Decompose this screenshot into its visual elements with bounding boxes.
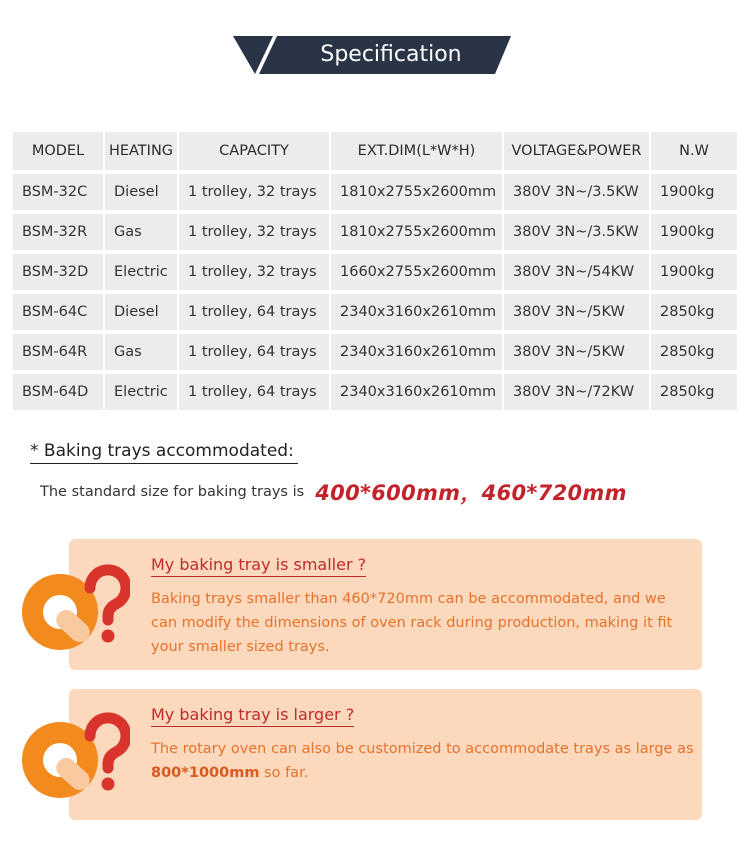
cell-heating: Electric [103, 374, 177, 410]
cell-voltage-power: 380V 3N~/3.5KW [502, 214, 649, 250]
column-header: VOLTAGE&POWER [502, 132, 649, 170]
cell-model: BSM-32C [13, 174, 103, 210]
cell-weight: 1900kg [649, 254, 737, 290]
cell-capacity: 1 trolley, 32 trays [177, 254, 329, 290]
cell-voltage-power: 380V 3N~/54KW [502, 254, 649, 290]
card-body [151, 737, 696, 785]
card-body: Baking trays smaller than 460*720mm can be accommodated, and we can modify the dimensions of oven rack during production, making it fit your smaller sized trays. [151, 591, 673, 655]
table-row [13, 374, 737, 410]
column-header: MODEL [13, 132, 103, 170]
max-tray-size: 800*1000mm [151, 765, 260, 781]
cell-dimensions: 2340x3160x2610mm [329, 294, 502, 330]
column-header: CAPACITY [177, 132, 329, 170]
trays-heading: * Baking trays accommodated: [30, 440, 298, 464]
page-title: Specification [320, 42, 462, 67]
cell-weight: 1900kg [649, 214, 737, 250]
section-banner [233, 36, 511, 74]
cell-weight: 1900kg [649, 174, 737, 210]
cell-capacity: 1 trolley, 32 trays [177, 214, 329, 250]
cell-dimensions: 2340x3160x2610mm [329, 374, 502, 410]
smaller-tray-card [69, 539, 702, 670]
table-header-row [13, 132, 737, 170]
table-row [13, 254, 737, 290]
larger-tray-card [69, 689, 702, 820]
card-body-text: so far. [259, 765, 309, 781]
cell-model: BSM-32D [13, 254, 103, 290]
question-icon [18, 560, 130, 660]
cell-dimensions: 1810x2755x2600mm [329, 174, 502, 210]
table-row [13, 294, 737, 330]
cell-heating: Diesel [103, 294, 177, 330]
spec-table [13, 128, 737, 414]
cell-capacity: 1 trolley, 64 trays [177, 294, 329, 330]
cell-model: BSM-64C [13, 294, 103, 330]
card-title: My baking tray is larger ? [151, 705, 354, 727]
cell-heating: Gas [103, 214, 177, 250]
cell-weight: 2850kg [649, 294, 737, 330]
cell-capacity: 1 trolley, 64 trays [177, 374, 329, 410]
standard-size-line [40, 477, 627, 507]
column-header: EXT.DIM(L*W*H) [329, 132, 502, 170]
table-row [13, 214, 737, 250]
table-row [13, 334, 737, 370]
card-body-text: The rotary oven can also be customized to accommodate trays as large as [151, 741, 694, 757]
standard-size-text: The standard size for baking trays is [40, 484, 305, 500]
question-icon [18, 708, 130, 808]
cell-weight: 2850kg [649, 334, 737, 370]
cell-capacity: 1 trolley, 32 trays [177, 174, 329, 210]
cell-dimensions: 2340x3160x2610mm [329, 334, 502, 370]
cell-model: BSM-64R [13, 334, 103, 370]
cell-heating: Gas [103, 334, 177, 370]
cell-weight: 2850kg [649, 374, 737, 410]
column-header: HEATING [103, 132, 177, 170]
cell-voltage-power: 380V 3N~/5KW [502, 334, 649, 370]
cell-model: BSM-32R [13, 214, 103, 250]
cell-voltage-power: 380V 3N~/72KW [502, 374, 649, 410]
cell-model: BSM-64D [13, 374, 103, 410]
cell-voltage-power: 380V 3N~/5KW [502, 294, 649, 330]
cell-dimensions: 1660x2755x2600mm [329, 254, 502, 290]
card-title: My baking tray is smaller ? [151, 555, 366, 577]
cell-capacity: 1 trolley, 64 trays [177, 334, 329, 370]
cell-heating: Electric [103, 254, 177, 290]
cell-dimensions: 1810x2755x2600mm [329, 214, 502, 250]
cell-heating: Diesel [103, 174, 177, 210]
table-row [13, 174, 737, 210]
column-header: N.W [649, 132, 737, 170]
cell-voltage-power: 380V 3N~/3.5KW [502, 174, 649, 210]
standard-tray-sizes: 400*600mm，460*720mm [315, 481, 627, 505]
